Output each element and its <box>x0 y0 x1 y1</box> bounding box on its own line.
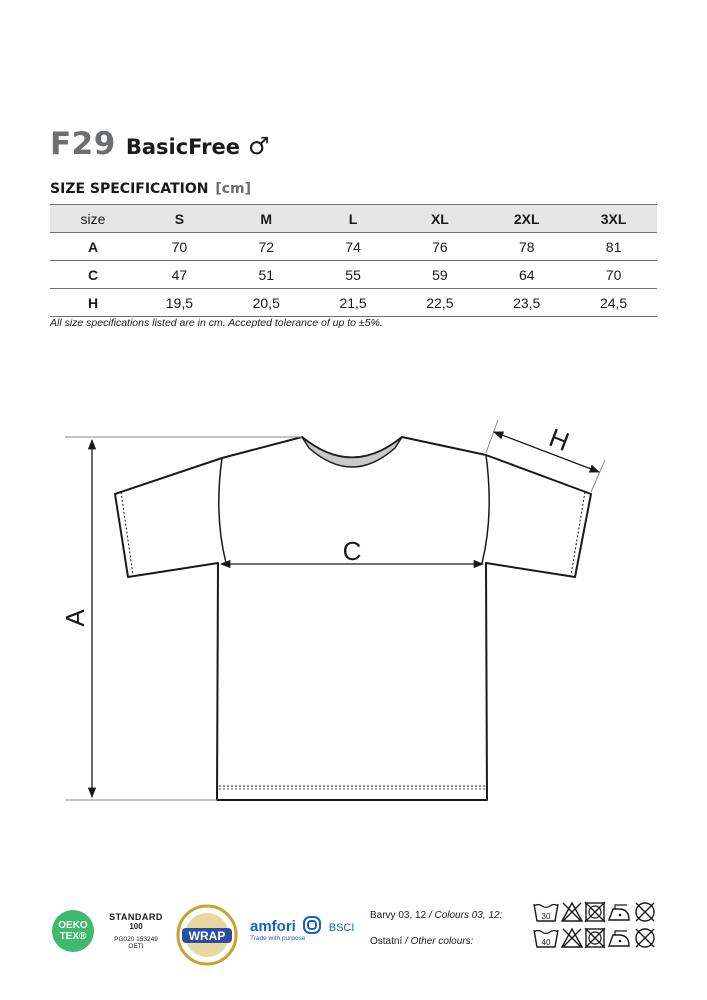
oeko-tex-logo <box>52 910 94 952</box>
colours-row-2 <box>370 936 473 947</box>
table-cell: 22,5 <box>396 289 483 317</box>
table-cell: 70 <box>570 261 657 289</box>
wash-30-icon <box>534 904 558 921</box>
table-cell: 21,5 <box>310 289 397 317</box>
oeko-line1: OEKO <box>58 920 88 931</box>
spec-unit: [cm] <box>215 181 252 197</box>
table-cell: 51 <box>223 261 310 289</box>
oeko-line2: TEX® <box>59 931 87 942</box>
amfori-icon <box>303 916 321 934</box>
wash-temp-40: 40 <box>541 938 551 947</box>
wash-temp-30: 30 <box>541 912 551 921</box>
size-header-cell: M <box>223 205 310 233</box>
table-cell: 59 <box>396 261 483 289</box>
tolerance-note: All size specifications listed are in cm. Accepted tolerance of up to ±5%. <box>50 317 383 329</box>
guide-line-h2 <box>591 460 605 492</box>
amfori-text: amfori <box>250 918 296 935</box>
row-label: C <box>50 261 136 289</box>
tshirt-outline <box>115 437 591 800</box>
cert-institute: OETI <box>128 943 144 950</box>
product-model: BasicFree <box>125 135 240 159</box>
spec-title <box>50 181 251 197</box>
standard-number: 100 <box>129 922 143 931</box>
amfori-logo <box>250 916 354 942</box>
no-bleach-icon <box>562 903 582 921</box>
size-header-cell: L <box>310 205 397 233</box>
table-cell: 76 <box>396 233 483 261</box>
guide-line-h1 <box>486 420 498 453</box>
size-header-label: size <box>50 205 136 233</box>
size-table <box>50 204 657 317</box>
table-cell: 20,5 <box>223 289 310 317</box>
bsci-text: BSCI <box>328 922 355 934</box>
male-icon: ♂ <box>248 132 270 160</box>
table-cell: 19,5 <box>136 289 223 317</box>
tshirt-diagram <box>0 400 707 820</box>
table-row <box>50 261 657 289</box>
table-row <box>50 289 657 317</box>
row-label: A <box>50 233 136 261</box>
no-bleach-icon <box>562 929 582 947</box>
no-dry-clean-icon <box>636 929 654 947</box>
spec-title-text: SIZE SPECIFICATION <box>50 181 209 197</box>
other-colours-cz: Ostatní <box>370 936 403 947</box>
size-header-cell: 2XL <box>483 205 570 233</box>
wash-40-icon <box>534 930 558 947</box>
other-colours-en: / Other colours: <box>405 936 474 947</box>
care-symbols-row-2 <box>533 926 659 950</box>
label-c: C <box>342 536 362 566</box>
table-cell: 47 <box>136 261 223 289</box>
iron-low-icon <box>609 931 629 946</box>
table-cell: 74 <box>310 233 397 261</box>
table-row <box>50 233 657 261</box>
colours-row-1 <box>370 910 502 921</box>
no-dry-clean-icon <box>636 903 654 921</box>
row-label: H <box>50 289 136 317</box>
table-cell: 55 <box>310 261 397 289</box>
product-title <box>50 126 270 162</box>
wrap-logo <box>176 904 238 966</box>
wrap-text: WRAP <box>188 929 226 943</box>
product-code: F29 <box>50 126 116 162</box>
size-header-cell: 3XL <box>570 205 657 233</box>
label-h: H <box>545 422 574 457</box>
size-header-cell: S <box>136 205 223 233</box>
size-table-header <box>50 205 657 233</box>
table-cell: 78 <box>483 233 570 261</box>
table-cell: 23,5 <box>483 289 570 317</box>
no-tumble-dry-icon <box>585 902 605 922</box>
care-symbols-row-1 <box>533 900 659 924</box>
colours-cz: Barvy 03, 12 <box>370 910 427 921</box>
no-tumble-dry-icon <box>585 928 605 948</box>
table-cell: 64 <box>483 261 570 289</box>
oeko-standard <box>104 912 168 950</box>
amfori-tagline: Trade with purpose <box>250 935 306 942</box>
iron-low-icon <box>609 905 629 920</box>
standard-label: STANDARD <box>109 912 163 922</box>
footer-logos <box>0 890 707 1000</box>
colours-en: / Colours 03, 12: <box>428 910 503 921</box>
size-header-cell: XL <box>396 205 483 233</box>
table-cell: 70 <box>136 233 223 261</box>
label-a: A <box>60 609 90 627</box>
table-cell: 24,5 <box>570 289 657 317</box>
cert-code: PG020 153249 <box>114 936 158 943</box>
table-cell: 81 <box>570 233 657 261</box>
table-cell: 72 <box>223 233 310 261</box>
